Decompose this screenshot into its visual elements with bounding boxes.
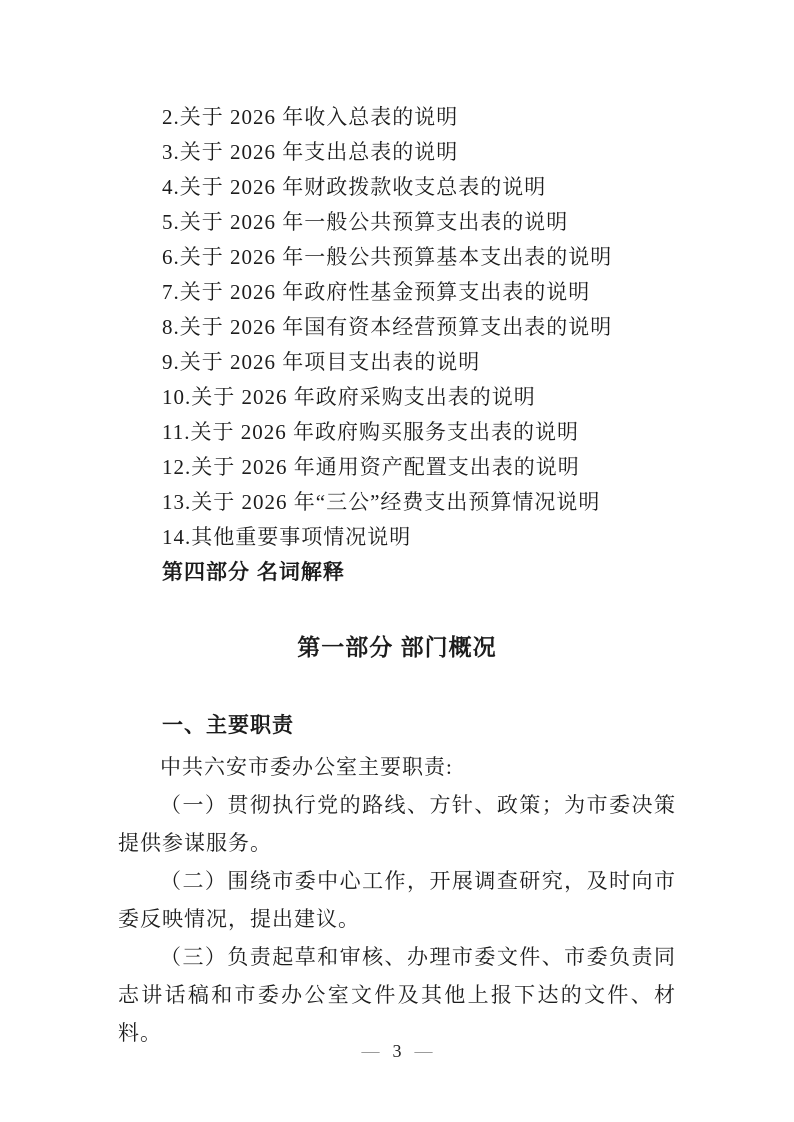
paragraph-duty-3: （三）负责起草和审核、办理市委文件、市委负责同志讲话稿和市委办公室文件及其他上报下达的文件、材料。	[118, 945, 676, 1045]
toc-item: 12.关于 2026 年通用资产配置支出表的说明	[162, 455, 580, 479]
toc-item: 10.关于 2026 年政府采购支出表的说明	[162, 385, 536, 409]
toc-list	[118, 100, 676, 590]
page-footer	[0, 1041, 794, 1062]
toc-item: 14.其他重要事项情况说明	[162, 525, 412, 549]
toc-item: 2.关于 2026 年收入总表的说明	[162, 105, 459, 129]
paragraph-intro: 中共六安市委办公室主要职责:	[160, 755, 453, 779]
paragraph-duty-1: （一）贯彻执行党的路线、方针、政策；为市委决策提供参谋服务。	[118, 793, 676, 855]
body-text	[118, 748, 676, 1052]
footer-dash-left: —	[361, 1041, 380, 1061]
toc-item: 5.关于 2026 年一般公共预算支出表的说明	[162, 210, 569, 234]
section-heading: 第一部分 部门概况	[297, 634, 497, 660]
toc-item: 7.关于 2026 年政府性基金预算支出表的说明	[162, 280, 591, 304]
footer-dash-right: —	[414, 1041, 433, 1061]
subsection-heading: 一、主要职责	[162, 714, 294, 737]
toc-item: 4.关于 2026 年财政拨款收支总表的说明	[162, 175, 547, 199]
toc-item: 3.关于 2026 年支出总表的说明	[162, 140, 459, 164]
toc-item: 11.关于 2026 年政府购买服务支出表的说明	[162, 420, 579, 444]
page-content	[118, 100, 676, 1052]
paragraph-duty-2: （二）围绕市委中心工作，开展调查研究，及时向市委反映情况，提出建议。	[118, 869, 676, 931]
toc-item: 9.关于 2026 年项目支出表的说明	[162, 350, 481, 374]
toc-part4-heading: 第四部分 名词解释	[162, 561, 345, 584]
toc-item: 6.关于 2026 年一般公共预算基本支出表的说明	[162, 245, 613, 269]
page-number: 3	[392, 1041, 402, 1061]
toc-item: 13.关于 2026 年“三公”经费支出预算情况说明	[162, 490, 601, 514]
toc-item: 8.关于 2026 年国有资本经营预算支出表的说明	[162, 315, 613, 339]
